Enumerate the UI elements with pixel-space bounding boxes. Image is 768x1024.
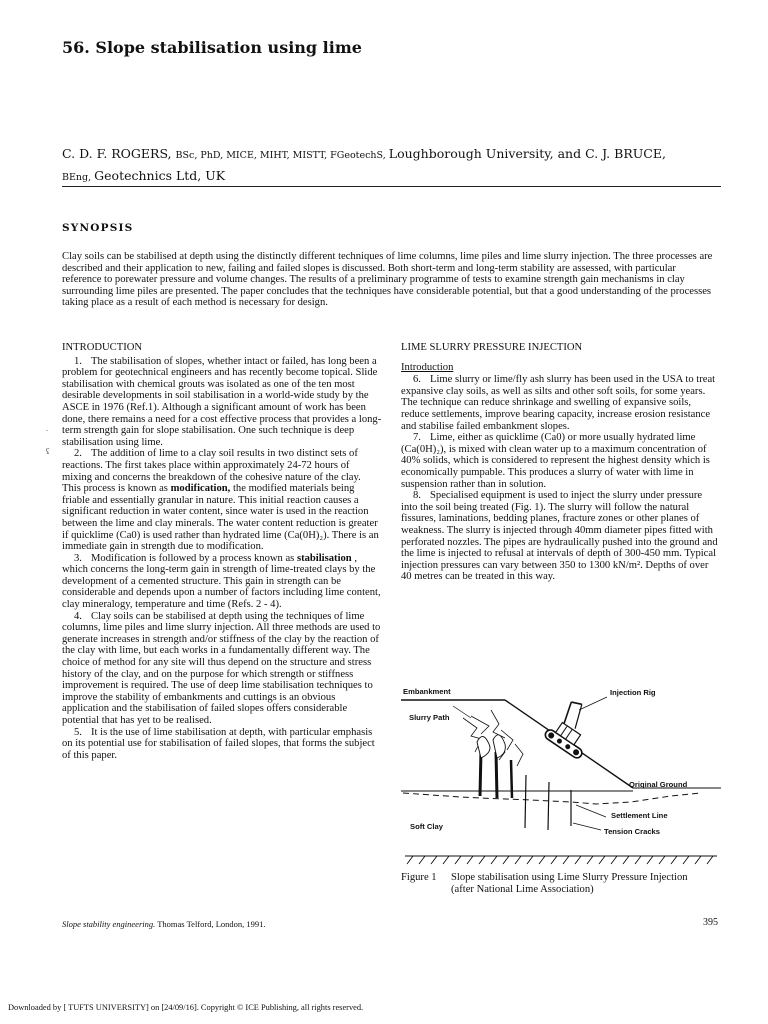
label-tension-cracks: Tension Cracks: [604, 827, 660, 836]
header-rule: [62, 186, 721, 187]
figure-1-diagram: [401, 680, 721, 870]
paragraph-number: 1.: [74, 355, 82, 367]
injection-pipe: [496, 752, 497, 798]
paragraph-number: 3.: [74, 552, 82, 564]
paragraph-number: 4.: [74, 610, 82, 622]
paragraph-text: The stabilisation of slopes, whether intact or failed, has long been a problem for geotechnical engineers and has recently become topical. Slide stabilisation with chemical grouts was isolated as one of the ten most desirable developments in soil stabilisation in a world-wide study by the ASCE in 1976 (Ref.1). Although a significant amount of work has been done, there remains a need for a cost effective process that provides a long-term strength gain for slope stabilisation. One such technique is deep stabilisation using lime.: [62, 355, 382, 448]
synopsis-heading: SYNOPSIS: [62, 222, 134, 234]
paragraph-number: 5.: [74, 726, 82, 738]
figure-number: Figure 1: [401, 872, 437, 883]
paragraph-text: The addition of lime to a clay soil results in two distinct sets of reactions. The first takes place within approximately 24-72 hours of mixing and concerns the breakdown of the cohesive nature of the clay. This process is known as: [62, 448, 361, 495]
slope-diagram-svg: [401, 680, 721, 870]
label-embankment: Embankment: [403, 687, 451, 696]
figure-caption-text: Slope stabilisation using Lime Slurry Pressure Injection (after National Lime Association): [451, 872, 688, 895]
paragraph-text: It is the use of lime stabilisation at depth, with particular emphasis on its potential use for stabilisation of failed slopes, that forms the subject of this paper.: [62, 726, 375, 761]
margin-mark: .: [46, 424, 48, 433]
paragraph-text: Clay soils can be stabilised at depth using the techniques of lime columns, lime piles and lime slurry injection. All three methods are used to generate increases in strength and/or stiffness of the clay by the reaction of the clay with lime, but each works in a fundamentally different way. The choice of method for any site will thus depend on the structure and stress history of the clay, and on the purpose for which strength or stiffness improvement is required. The use of deep lime stabilisation techniques to improve the stability of embankments and cuttings is an obvious application and the stabilisation of failed slopes offers considerable potential that has yet to be realised.: [62, 610, 381, 726]
paragraph-text: , which concerns the long-term gain in strength of lime-treated clays by the development of a cemented structure. This gain in strength can be considerable and depends upon a number of factors including lime content, clay mineralogy, temperature and time (Refs. 2 - 4).: [62, 552, 381, 611]
label-slurry-path: Slurry Path: [409, 713, 450, 722]
author-affiliation-2: Geotechnics Ltd, UK: [94, 168, 226, 183]
margin-mark: ʕ: [46, 447, 50, 456]
label-injection-rig: Injection Rig: [610, 688, 656, 697]
section-heading-slurry-injection: LIME SLURRY PRESSURE INJECTION: [401, 342, 583, 353]
slurry-path-lines: [463, 710, 523, 766]
injection-rig-leader: [579, 697, 607, 710]
injection-pipe: [511, 760, 512, 798]
paragraph-number: 8.: [413, 490, 421, 502]
paragraph-3: [62, 553, 382, 611]
paragraph-text: Lime slurry or lime/fly ash slurry has been used in the USA to treat expansive clay soils, as well as silts and other soft soils, for some years. The technique can reduce shrinkage and swelling of expansive soils, reduce settlements, improve bearing capacity, increase erosion resistance and stabilise failed embankment slopes.: [401, 374, 716, 432]
author-name-1: C. D. F. ROGERS,: [62, 146, 176, 161]
author-quals-2: BEng,: [62, 172, 95, 183]
label-soft-clay: Soft Clay: [410, 822, 443, 831]
paragraph-4: [62, 611, 382, 727]
download-notice: Downloaded by [ TUFTS UNIVERSITY] on [24/09/16]. Copyright © ICE Publishing, all rights reserved.: [8, 1003, 364, 1012]
paper-title: 56. Slope stabilisation using lime: [62, 38, 362, 57]
paragraph-6: [401, 374, 721, 432]
tension-crack: [525, 775, 526, 828]
author-block: [62, 144, 722, 188]
source-title: Slope stability engineering.: [62, 919, 156, 929]
paragraph-7: [401, 432, 721, 490]
slurry-path-zone: [477, 735, 505, 758]
page-number: 395: [703, 917, 718, 928]
paragraph-number: 2.: [74, 448, 82, 460]
author-affiliation-1: Loughborough University, and C. J. BRUCE,: [388, 146, 666, 161]
paragraph-5: [62, 727, 382, 762]
injection-rig: [543, 696, 605, 759]
label-original-ground: Original Ground: [629, 780, 688, 789]
author-quals-1: BSc, PhD, MICE, MIHT, MISTT, FGeotechS,: [175, 150, 389, 161]
subsection-heading-introduction: Introduction: [401, 361, 454, 373]
paragraph-text: Specialised equipment is used to inject the slurry under pressure into the soil being treated (Fig. 1). The slurry will follow the natural fissures, laminations, bedding planes, fracture zones or other planes of weakness. The slurry is injected through 40mm diameter pipes fitted with perforated nozzles. The pipes are hydraulically pushed into the ground and the lime is injected to refusal at intervals of depth of 300-450 mm. Typical injection pressures can vary between 350 to 1300 kN/m². Depths of over 40 metres can be treated in this way.: [401, 490, 718, 583]
base-hatching: [407, 856, 713, 864]
paragraph-1: [62, 356, 382, 449]
paragraph-text: Modification is followed by a process known as: [91, 552, 297, 564]
slurry-path-leader: [453, 706, 471, 718]
paragraph-number: 6.: [413, 374, 421, 386]
source-publisher: Thomas Telford, London, 1991.: [155, 919, 266, 929]
paragraph-text: Lime, either as quicklime (Ca0) or more usually hydrated lime (Ca(0H)₂), is mixed with clean water up to a maximum concentration of 40% solids, which is considered to represent the highest density which is economically pumpable. This produces a slurry of water with lime in suspension rather than in solution.: [401, 432, 710, 490]
tension-crack-leader: [573, 823, 601, 830]
settlement-line: [403, 793, 701, 804]
paragraph-text: the modified materials being friable and essentially granular in nature. This initial reaction causes a significant reduction in water content, since water is used in the reaction between the lime and clay minerals. The water content reduction is greater if quicklime (Ca0) is used rather than hydrated lime (Ca(0H)₂). There is an immediate gain in strength due to modification.: [62, 483, 379, 553]
paragraph-2: [62, 448, 382, 552]
bold-term: modification,: [170, 483, 231, 495]
right-column: [401, 342, 721, 583]
source-citation: [62, 919, 266, 929]
label-settlement-line: Settlement Line: [611, 811, 668, 820]
paragraph-number: 7.: [413, 432, 421, 444]
bold-term: stabilisation: [296, 552, 352, 564]
tension-crack: [548, 782, 549, 830]
left-column: [62, 342, 382, 761]
paragraph-8: [401, 490, 721, 583]
synopsis-text: Clay soils can be stabilised at depth using the distinctly different techniques of lime columns, lime piles and lime slurry injection. The three processes are described and their application to new, failing and failed slopes is discussed. Both short-term and long-term stability are assessed, with particular reference to porewater pressure and volume changes. The results of a preliminary programme of tests to examine strength gain mechanisms in clay surrounding lime piles are presented. The paper concludes that the techniques have considerable potential, but that a good understanding of the processes taking place as a result of each method is necessary for design.: [62, 251, 713, 309]
settlement-leader: [576, 805, 606, 817]
section-heading-introduction: INTRODUCTION: [62, 342, 143, 353]
